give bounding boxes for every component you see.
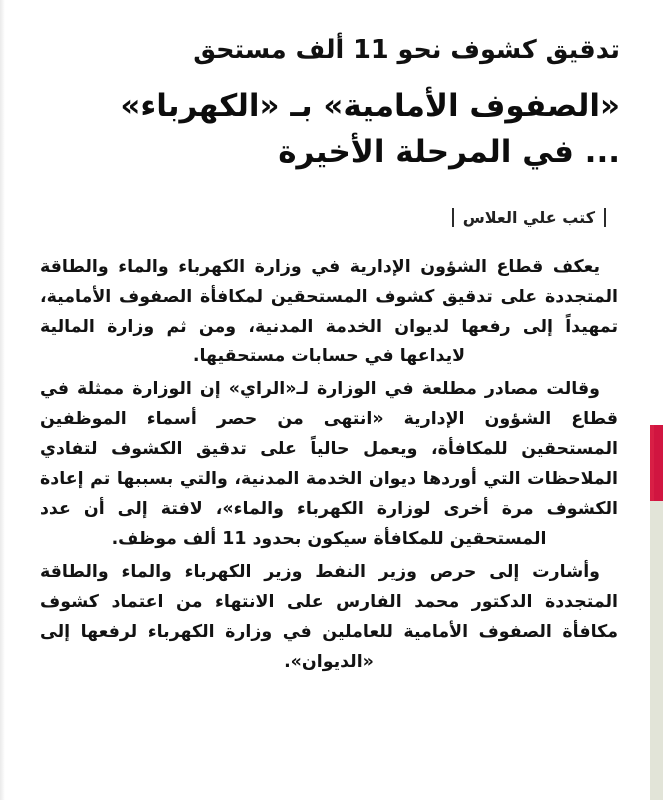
page-right-margin-upper <box>650 0 663 425</box>
byline-author: كتب علي العلاس <box>462 207 595 227</box>
headline-line-2: ... في المرحلة الأخيرة <box>278 133 620 170</box>
article-body <box>34 253 620 678</box>
article-paragraph: وقالت مصادر مطلعة في الوزارة لـ«الراي» إن الوزارة ممثلة في قطاع الشؤون الإدارية «انتهى من حصر أسماء الموظفين المستحقين للمكافأة، ويعمل حالياً على تدقيق الكشوف لتفادي الملاحظات التي أوردها ديوان الخدمة المدنية، والتي بسببها تم إعادة الكشوف مرة أخرى لوزارة الكهرباء والماء»، لافتة إلى أن عدد المستحقين للمكافأة سيكون بحدود 11 ألف موظف. <box>40 379 618 550</box>
byline-rule-end-icon <box>452 208 454 227</box>
article-paragraph: يعكف قطاع الشؤون الإدارية في وزارة الكهرباء والماء والطاقة المتجددة على تدقيق كشوف المستحقين لمكافأة الصفوف الأمامية، تمهيداً إلى رفعها لديوان الخدمة المدنية، ومن ثم وزارة المالية لايداعها في حسابات مستحقيها. <box>40 256 618 367</box>
article-kicker: تدقيق كشوف نحو 11 ألف مستحق <box>193 35 620 65</box>
page-right-margin-strip <box>650 500 663 800</box>
headline-block <box>34 0 620 174</box>
byline-row <box>34 208 620 227</box>
byline <box>452 208 606 227</box>
red-accent-bar-core <box>654 425 663 501</box>
article-headline <box>34 84 620 174</box>
byline-rule-start-icon <box>604 208 606 227</box>
article-paragraph: وأشارت إلى حرص وزير النفط وزير الكهرباء والماء والطاقة المتجددة الدكتور محمد الفارس على الانتهاء من اعتماد كشوف مكافأة الصفوف الأمامية للعاملين في وزارة الكهرباء لرفعها إلى «الديوان». <box>40 562 618 672</box>
headline-line-1: «الصفوف الأمامية» بـ «الكهرباء» <box>120 87 620 124</box>
red-accent-bar <box>650 425 663 501</box>
